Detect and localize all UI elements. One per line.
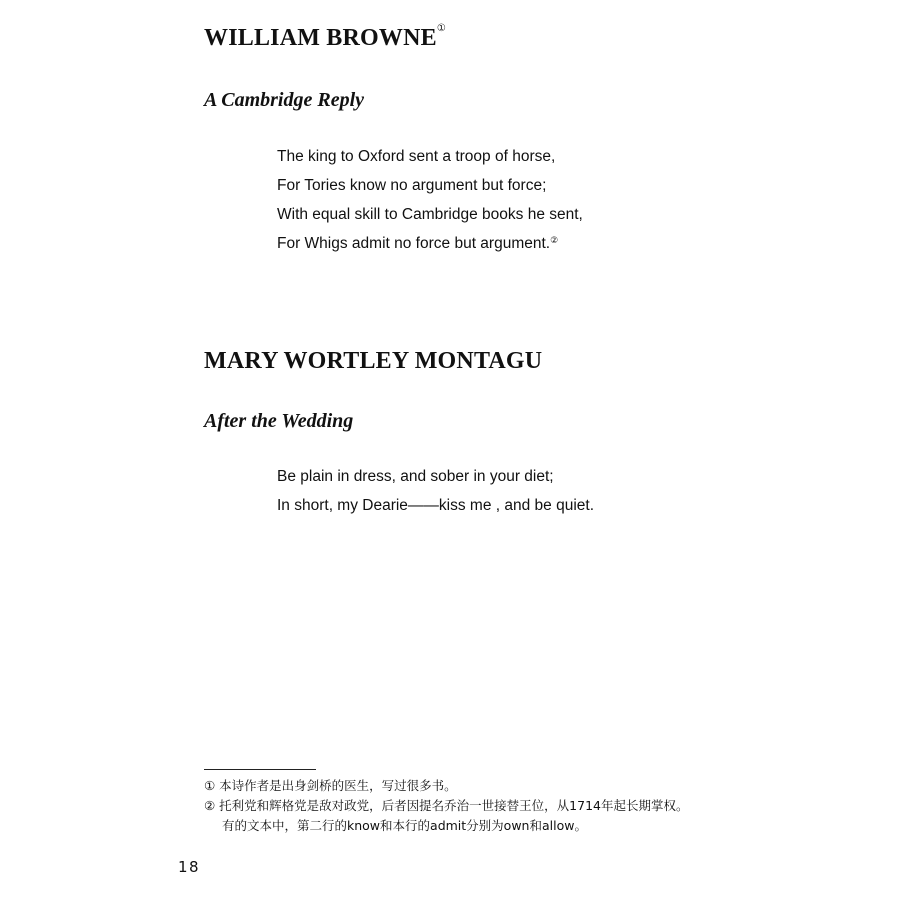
- footnote-item-continuation: 有的文本中，第二行的know和本行的admit分别为own和allow。: [222, 818, 587, 833]
- verse-line: Be plain in dress, and sober in your diet;: [277, 468, 554, 485]
- footnote-item: ① 本诗作者是出身剑桥的医生，写过很多书。: [204, 778, 457, 793]
- author-heading-browne: [204, 25, 446, 52]
- verse-line: With equal skill to Cambridge books he sent,: [277, 206, 583, 223]
- page-number: 18: [178, 858, 201, 876]
- poem-title-cambridge-reply: A Cambridge Reply: [204, 89, 364, 111]
- footnotes: [204, 776, 689, 836]
- verse-line: The king to Oxford sent a troop of horse,: [277, 148, 556, 165]
- poem-title-after-the-wedding: After the Wedding: [204, 410, 354, 432]
- poem-body-after-the-wedding: [277, 462, 594, 520]
- verse-line: In short, my Dearie——kiss me , and be quiet.: [277, 497, 595, 514]
- author-heading-montagu: MARY WORTLEY MONTAGU: [204, 348, 543, 374]
- footnote-item: ② 托利党和辉格党是敌对政党，后者因提名乔治一世接替王位，从1714年起长期掌权。: [204, 798, 689, 813]
- footnote-marker-2: ②: [550, 235, 559, 245]
- footnote-marker-1: ①: [436, 23, 446, 34]
- poem-body-cambridge-reply: [277, 142, 583, 258]
- verse-line: For Tories know no argument but force;: [277, 177, 547, 194]
- footnote-separator: [204, 769, 316, 770]
- verse-line: [277, 229, 583, 258]
- author-name: WILLIAM BROWNE: [204, 25, 437, 51]
- verse-line-text: For Whigs admit no force but argument.: [277, 235, 551, 252]
